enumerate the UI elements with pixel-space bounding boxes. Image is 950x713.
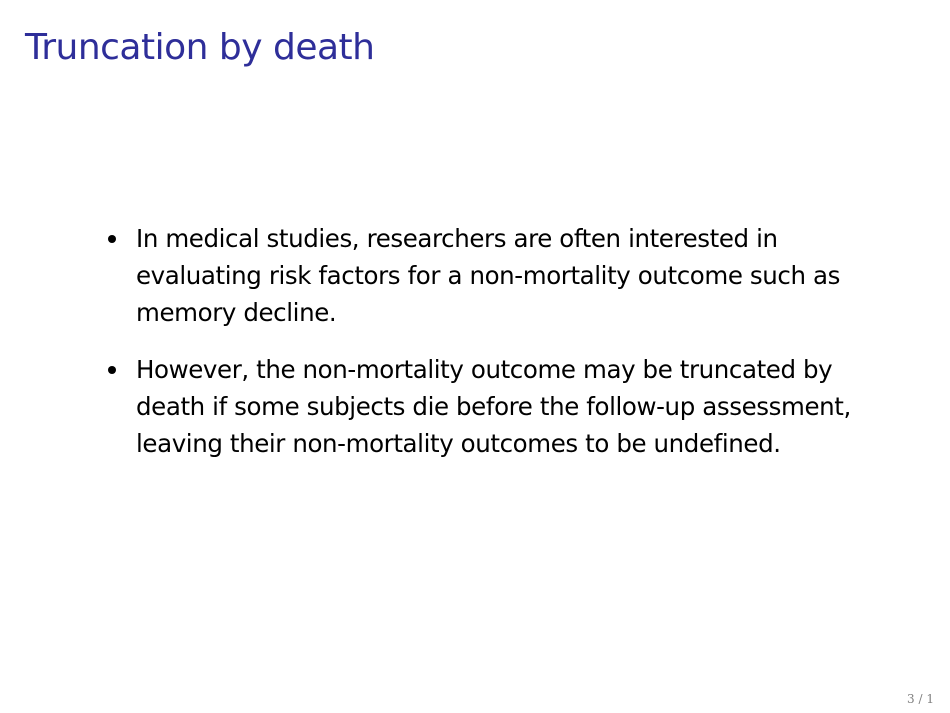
bullet-list bbox=[108, 220, 898, 482]
bullet-dot-icon bbox=[108, 366, 116, 374]
page-number: 3 / 1 bbox=[907, 692, 934, 706]
slide-title: Truncation by death bbox=[25, 27, 375, 68]
bullet-text: However, the non-mortality outcome may be truncated by death if some subjects die before the follow-up assessment, leaving their non-mortality outcomes to be undefined. bbox=[136, 355, 851, 458]
bullet-dot-icon bbox=[108, 235, 116, 243]
bullet-text: In medical studies, researchers are often interested in evaluating risk factors for a non-mortality outcome such as memory decline. bbox=[136, 224, 840, 327]
list-item bbox=[108, 220, 898, 331]
list-item bbox=[108, 351, 898, 462]
